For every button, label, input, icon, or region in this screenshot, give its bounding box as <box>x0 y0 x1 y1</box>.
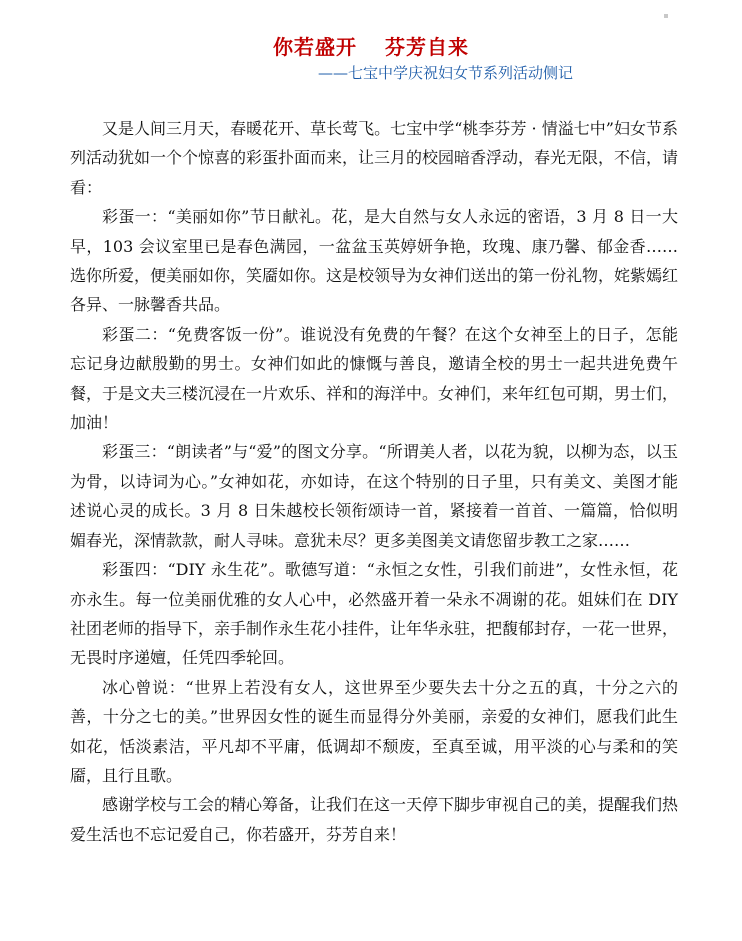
paragraph-intro: 又是人间三月天，春暖花开、草长莺飞。七宝中学“桃李芬芳 · 情溢七中”妇女节系列活动犹如一个个惊喜的彩蛋扑面而来，让三月的校园暗香浮动，春光无限，不信，请看： <box>70 119 679 197</box>
article-body <box>70 114 678 849</box>
paragraph-surprise-1: 彩蛋一：“美丽如你”节日献礼。花，是大自然与女人永远的密语，3 月 8 日一大早，103 会议室里已是春色满园，一盆盆玉英婷妍争艳，玫瑰、康乃馨、郁金香……选你所爱，便美丽如你，笑靥如你。这是校领导为女神们送出的第一份礼物，姹紫嫣红各异、一脉馨香共品。 <box>70 207 679 315</box>
paragraph-surprise-2: 彩蛋二：“免费客饭一份”。谁说没有免费的午餐？在这个女神至上的日子，怎能忘记身边献殷勤的男士。女神们如此的慷慨与善良，邀请全校的男士一起共进免费午餐，于是文夫三楼沉浸在一片欢乐、祥和的海洋中。女神们，来年红包可期，男士们，加油！ <box>70 324 679 433</box>
paragraph-closing: 感谢学校与工会的精心筹备，让我们在这一天停下脚步审视自己的美，提醒我们热爱生活也不忘记爱自己，你若盛开，芬芳自来！ <box>70 795 679 844</box>
paragraph-quote: 冰心曾说：“世界上若没有女人，这世界至少要失去十分之五的真，十分之六的善，十分之七的美。”世界因女性的诞生而显得分外美丽，亲爱的女神们，愿我们此生如花，恬淡素洁，平凡却不平庸，低调却不颓废，至真至诚，用平淡的心与柔和的笑靥，且行且歌。 <box>70 677 678 785</box>
title-part-1: 你若盛开 <box>273 35 357 59</box>
page-subtitle: ——七宝中学庆祝妇女节系列活动侧记 <box>318 64 574 82</box>
page-title <box>0 34 742 60</box>
corner-mark <box>664 14 668 18</box>
paragraph-surprise-4: 彩蛋四：“DIY 永生花”。歌德写道：“永恒之女性，引我们前进”，女性永恒，花亦永生。每一位美丽优雅的女人心中，必然盛开着一朵永不凋谢的花。姐妹们在 DIY 社团老师的指导下，亲手制作永生花小挂件，让年华永驻，把馥郁封存，一花一世界，无畏时序递嬗，任凭四季轮回。 <box>70 560 679 668</box>
paragraph-surprise-3: 彩蛋三：“朗读者”与“爱”的图文分享。“所谓美人者，以花为貌，以柳为态，以玉为骨，以诗词为心。”女神如花，亦如诗，在这个特别的日子里，只有美文、美图才能述说心灵的成长。3 月 8 日朱越校长领衔颂诗一首，紧接着一首首、一篇篇，恰似明媚春光，深情款款，耐人寻味。意犹未尽？更多美图美文请您留步教工之家…… <box>70 442 678 550</box>
title-part-2: 芬芳自来 <box>385 35 469 59</box>
